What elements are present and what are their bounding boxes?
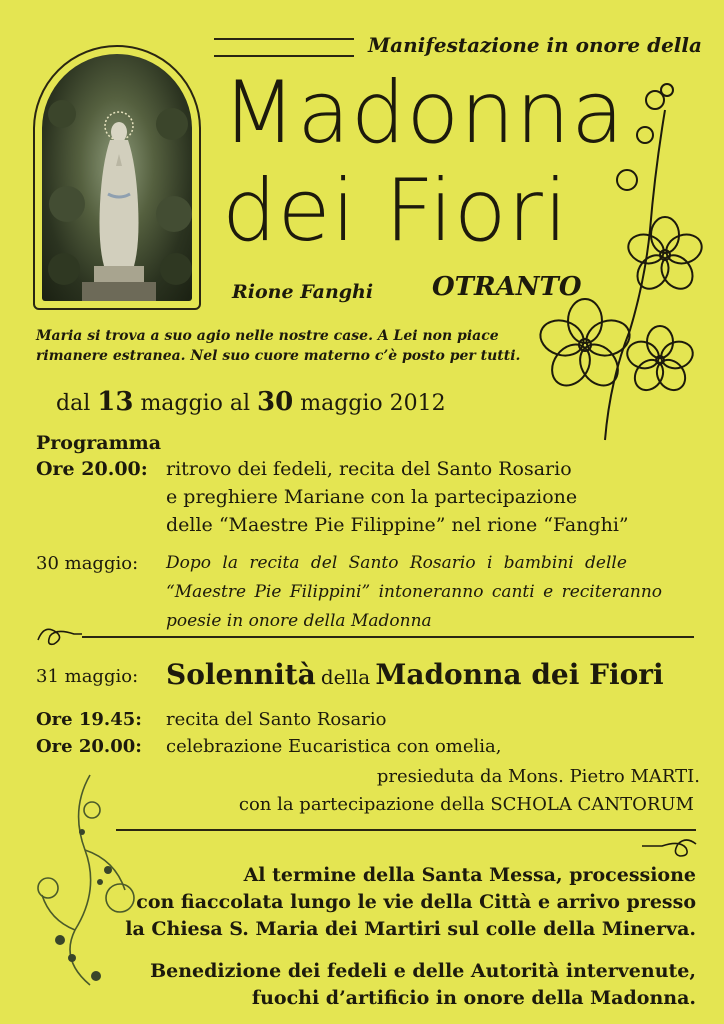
city-label: OTRANTO: [432, 272, 582, 302]
solemnity-time1: Ore 19.45:: [36, 709, 142, 730]
program-item2-line2: “Maestre Pie Filippini” intoneranno canti e reciteranno: [166, 582, 663, 602]
date-al: al: [229, 391, 251, 416]
closing-p1-line2: con fiaccolata lungo le vie della Città e arrivo presso: [136, 891, 696, 913]
quote-line-1: Maria si trova a suo agio nelle nostre case. A Lei non piace: [36, 328, 499, 344]
program-item2-line1: Dopo la recita del Santo Rosario i bambini delle: [166, 553, 627, 573]
header-rule-bottom: [214, 55, 354, 57]
header-rule-top: [214, 38, 354, 40]
program-item1-line2: e preghiere Mariane con la partecipazione: [166, 486, 578, 508]
date-dal: dal: [56, 391, 91, 416]
date-month-end: maggio: [300, 391, 383, 416]
flourish-left-icon: [34, 620, 84, 650]
flourish-right-icon: [640, 832, 700, 862]
program-item1-line1: ritrovo dei fedeli, recita del Santo Rosario: [166, 458, 572, 480]
closing-divider: [116, 829, 696, 831]
program-heading: Programma: [36, 432, 162, 454]
date-year: 2012: [389, 391, 446, 416]
flower-branch-icon: [535, 80, 715, 450]
solemnity-text4: con la partecipazione della SCHOLA CANTORUM: [238, 794, 694, 815]
madonna-photo-frame: [33, 45, 201, 310]
program-item1-time: Ore 20.00:: [36, 458, 148, 480]
floral-vine-icon: [30, 770, 140, 990]
program-item2-line3: poesie in onore della Madonna: [166, 611, 432, 631]
quote-line-2: rimanere estranea. Nel suo cuore materno c’è posto per tutti.: [36, 348, 521, 364]
solemnity-word1: Solennità: [166, 658, 316, 691]
program-item1-line3: delle “Maestre Pie Filippine” nel rione “Fanghi”: [166, 514, 629, 536]
madonna-statue-photo: [42, 54, 192, 301]
date-range: [56, 387, 446, 417]
date-month-start: maggio: [140, 391, 223, 416]
closing-p2-line1: Benedizione dei fedeli e delle Autorità intervenute,: [150, 960, 696, 982]
section-divider: [82, 636, 694, 638]
district-label: Rione Fanghi: [232, 281, 374, 303]
solemnity-word2: della: [320, 665, 371, 689]
header-subtitle: Manifestazione in onore della: [368, 33, 702, 57]
title-madonna: Madonna: [222, 63, 625, 163]
solemnity-text2: celebrazione Eucaristica con omelia,: [166, 736, 502, 757]
solemnity-heading: [166, 658, 664, 691]
closing-p2-line2: fuochi d’artificio in onore della Madonna.: [251, 987, 696, 1009]
solemnity-text3: presieduta da Mons. Pietro MARTI.: [376, 766, 700, 787]
solemnity-word3: Madonna dei Fiori: [375, 658, 664, 691]
closing-p1-line3: la Chiesa S. Maria dei Martiri sul colle della Minerva.: [125, 918, 696, 940]
title-dei-fiori: dei Fiori: [222, 161, 569, 261]
solemnity-time2: Ore 20.00:: [36, 736, 142, 757]
program-item2-date: 30 maggio:: [36, 553, 139, 574]
solemnity-text1: recita del Santo Rosario: [166, 709, 387, 730]
date-day-start: 13: [97, 387, 134, 417]
solemnity-date: 31 maggio:: [36, 666, 139, 687]
date-day-end: 30: [257, 387, 294, 417]
closing-p1-line1: Al termine della Santa Messa, processione: [243, 864, 696, 886]
